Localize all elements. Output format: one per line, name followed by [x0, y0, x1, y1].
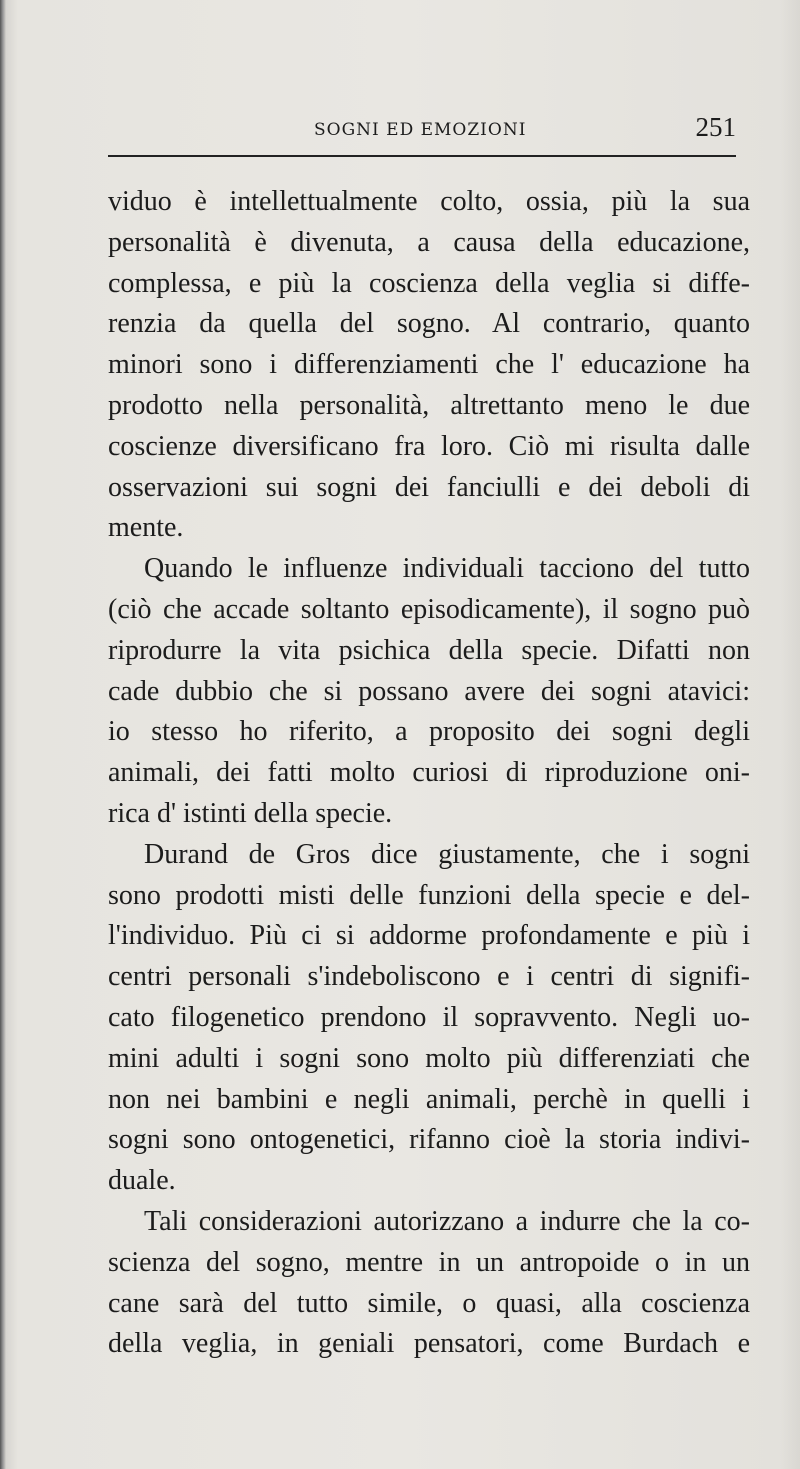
- text-line: viduo è intellettualmente colto, ossia, più la sua: [108, 186, 750, 217]
- running-title: SOGNI ED EMOZIONI: [314, 120, 527, 140]
- text-line: mente.: [108, 512, 184, 544]
- text-line: l'individuo. Più ci si addorme profondamente e più i: [108, 920, 750, 952]
- text-line: personalità è divenuta, a causa della educazione,: [108, 226, 750, 258]
- text-line: scienza del sogno, mentre in un antropoide o in un: [108, 1246, 750, 1278]
- text-line: prodotto nella personalità, altrettanto meno le due: [108, 389, 750, 421]
- page-header: [108, 112, 736, 152]
- text-line: renzia da quella del sogno. Al contrario, quanto: [108, 308, 750, 340]
- text-line: minori sono i differenziamenti che l' educazione ha: [108, 349, 750, 381]
- body-text: [108, 182, 750, 1365]
- text-line: io stesso ho riferito, a proposito dei sogni degli: [108, 716, 750, 748]
- text-line: mini adulti i sogni sono molto più differenziati che: [108, 1042, 750, 1074]
- text-line: duale.: [108, 1165, 176, 1197]
- text-line: rica d' istinti della specie.: [108, 797, 393, 829]
- text-line: coscienze diversificano fra loro. Ciò mi risulta dalle: [108, 430, 750, 462]
- text-line: sogni sono ontogenetici, rifanno cioè la storia indivi-: [108, 1124, 750, 1156]
- text-line: della veglia, in geniali pensatori, come Burdach e: [108, 1328, 750, 1360]
- text-line: animali, dei fatti molto curiosi di riproduzione oni-: [108, 757, 750, 789]
- text-line: osservazioni sui sogni dei fanciulli e dei deboli di: [108, 471, 750, 503]
- page-number: 251: [695, 112, 736, 142]
- text-line: non nei bambini e negli animali, perchè in quelli i: [108, 1083, 750, 1115]
- text-line: sono prodotti misti delle funzioni della specie e del-: [108, 879, 750, 911]
- header-rule: [108, 155, 736, 157]
- text-line: cane sarà del tutto simile, o quasi, alla coscienza: [108, 1287, 750, 1319]
- text-line: Quando le influenze individuali tacciono del tutto: [144, 553, 750, 585]
- text-line: cato filogenetico prendono il sopravvento. Negli uo-: [108, 1001, 750, 1033]
- text-line: complessa, e più la coscienza della veglia si diffe-: [108, 267, 750, 299]
- text-line: cade dubbio che si possano avere dei sogni atavici:: [108, 675, 750, 707]
- text-line: (ciò che accade soltanto episodicamente), il sogno può: [108, 593, 750, 625]
- text-line: riprodurre la vita psichica della specie. Difatti non: [108, 634, 750, 666]
- text-line: Durand de Gros dice giustamente, che i sogni: [144, 838, 750, 870]
- text-line: Tali considerazioni autorizzano a indurre che la co-: [144, 1205, 750, 1237]
- text-line: centri personali s'indeboliscono e i centri di signifi-: [108, 961, 750, 993]
